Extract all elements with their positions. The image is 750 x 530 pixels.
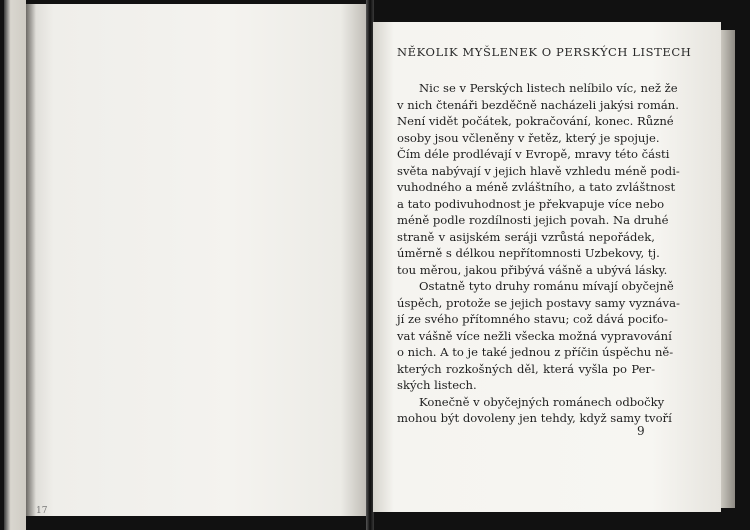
body-text — [397, 80, 680, 427]
text-line: světa nabývají v jejich hlavě vzhledu méně podi- — [397, 163, 680, 178]
page-block-edge — [721, 30, 735, 508]
text-line: kterých rozkošných děl, která vyšla po Per- — [397, 361, 655, 376]
text-line: úspěch, protože se jejich postavy samy vyznáva- — [397, 295, 680, 310]
text-line: úměrně s délkou nepřítomnosti Uzbekovy, tj. — [397, 246, 660, 260]
text-line: vuhodného a méně zvláštního, a tato zvláštnost — [397, 180, 676, 194]
text-line: mohou být dovoleny jen tehdy, když samy tvoří — [397, 411, 672, 425]
left-page-mark: 17 — [36, 506, 48, 516]
text-line: vat vášně více nežli všecka možná vypravování — [397, 328, 672, 343]
left-page-blank — [26, 4, 368, 516]
text-line: osoby jsou včleněny v řetěz, který je spojuje. — [397, 130, 660, 145]
text-line: o nich. A to je také jednou z příčin úspěchu ně- — [397, 345, 674, 359]
text-line: Čím déle prodlévají v Evropě, mravy této části — [397, 147, 670, 161]
text-line: Konečně v obyčejných románech odbočky — [419, 394, 665, 409]
text-line: méně podle rozdílnosti jejich povah. Na druhé — [397, 213, 669, 227]
text-line: Nic se v Perských listech nelíbilo víc, než že — [419, 81, 678, 95]
cover-board-edge — [4, 0, 26, 530]
text-line: a tato podivuhodnost je překvapuje více nebo — [397, 196, 665, 211]
text-line: tou měrou, jakou přibývá vášně a ubývá lásky. — [397, 262, 668, 277]
left-page-shadow — [26, 4, 36, 516]
text-line: Není vidět počátek, pokračování, konec. Různé — [397, 114, 674, 128]
running-head: NĚKOLIK MYŠLENEK O PERSKÝCH LISTECH — [397, 45, 692, 59]
text-line: Ostatně tyto druhy románu mívají obyčejně — [419, 279, 674, 293]
text-line: jí ze svého přítomného stavu; což dává pociťo- — [397, 312, 668, 326]
text-line: straně v asijském seráji vzrůstá nepořádek, — [397, 229, 655, 244]
text-line: ských listech. — [397, 378, 477, 392]
text-line: v nich čtenáři bezděčně nacházeli jakýsi román. — [397, 97, 679, 112]
page-number: 9 — [637, 424, 645, 438]
